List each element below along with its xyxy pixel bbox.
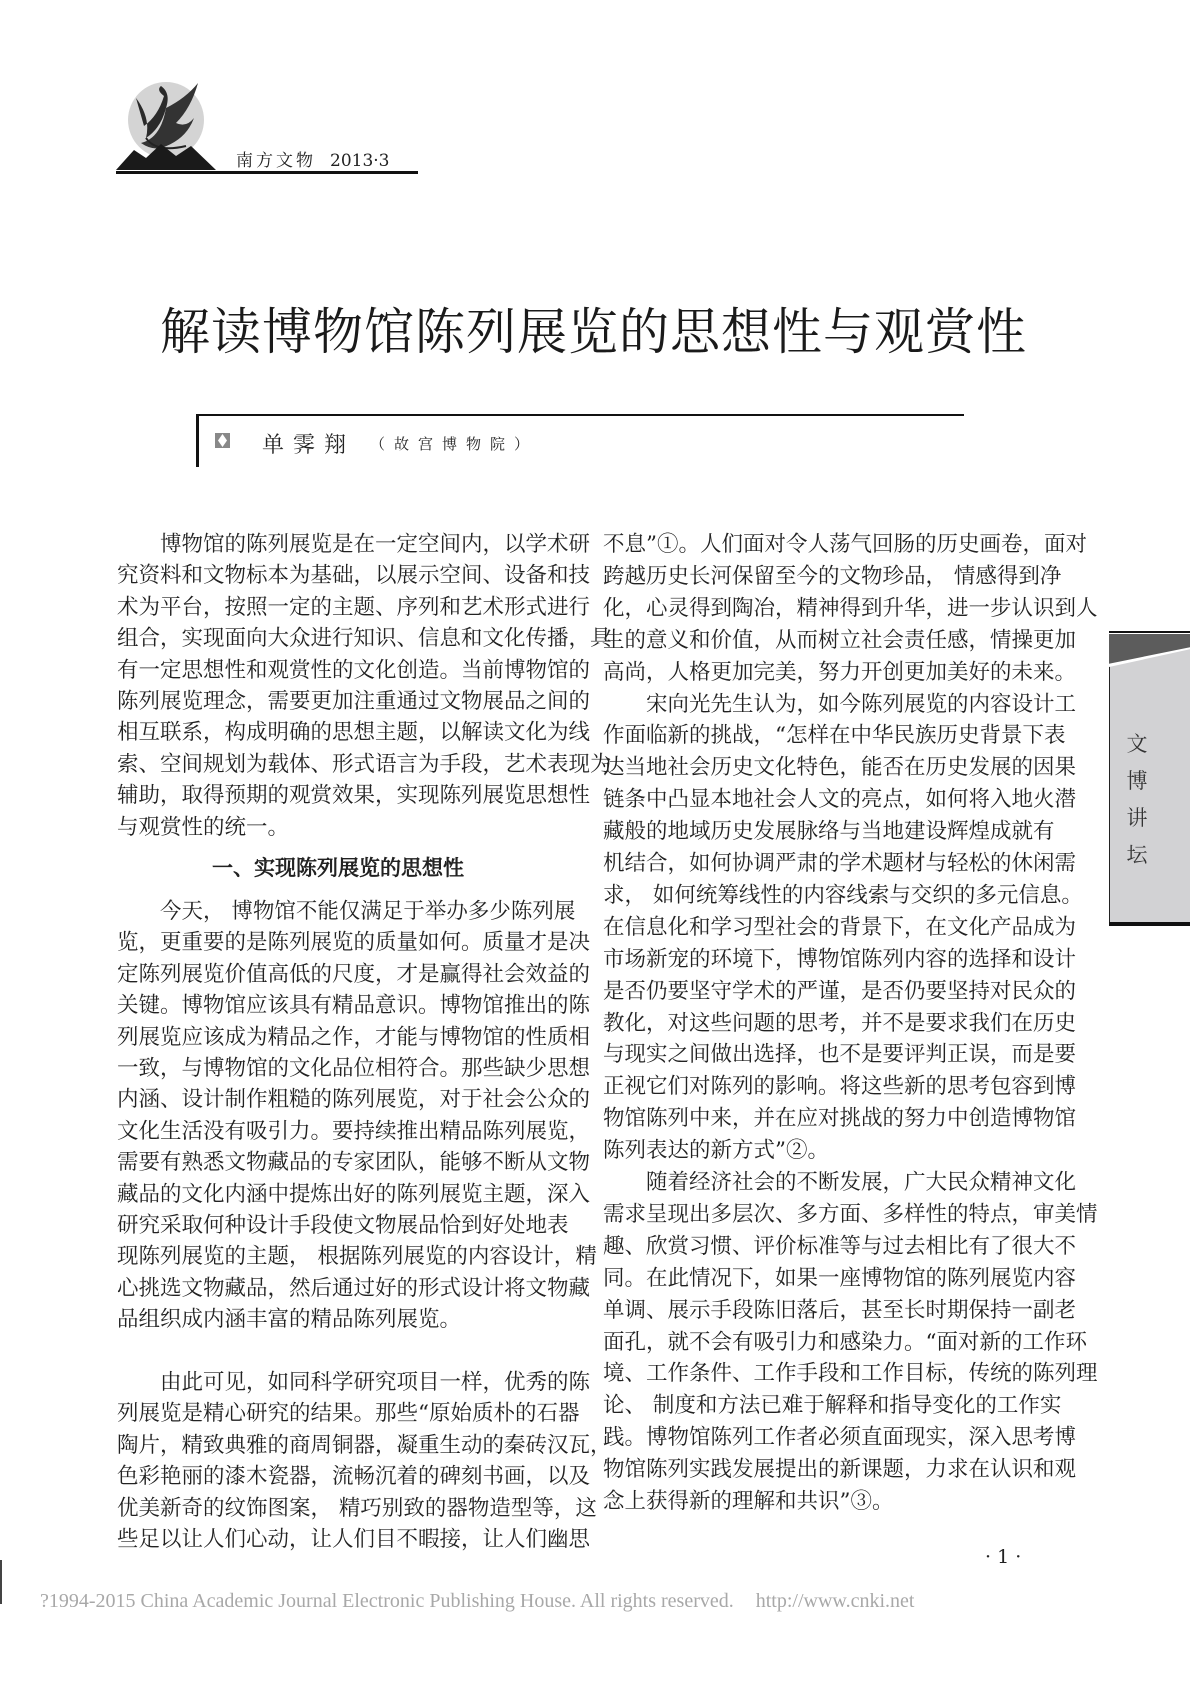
text-line: 生的意义和价值，从而树立社会责任感，情操更加 (603, 627, 1077, 653)
journal-name: 南方文物 (236, 151, 316, 171)
journal-issue: 2013·3 (330, 151, 390, 171)
text-line: 教化，对这些问题的思考，并不是要求我们在历史 (603, 1010, 1077, 1036)
text-line: 达当地社会历史文化特色，能否在历史发展的因果 (603, 755, 1077, 781)
text-line: 与现实之间做出选择，也不是要评判正误，而是要 (603, 1042, 1077, 1068)
margin-mark (0, 1560, 2, 1604)
text-line: 宋向光先生认为，如今陈列展览的内容设计工 (646, 691, 1077, 717)
text-line: 藏品的文化内涵中提炼出好的陈列展览主题，深入 (117, 1181, 591, 1207)
author-block-rule (196, 414, 964, 416)
text-line: 些足以让人们心动，让人们目不暇接，让人们幽思 (117, 1527, 591, 1552)
text-line: 作面临新的挑战，“怎样在中华民族历史背景下表 (603, 723, 1066, 749)
article-title: 解读博物馆陈列展览的思想性与观赏性 (160, 303, 1027, 361)
text-line: 索、空间规划为载体、形式语言为手段，艺术表现为 (117, 751, 612, 777)
text-line: 相互联系，构成明确的思想主题，以解读文化为线 (117, 720, 591, 746)
text-line: 文化生活没有吸引力。要持续推出精品陈列展览， (117, 1118, 591, 1144)
text-line: 博物馆的陈列展览是在一定空间内，以学术研 (160, 532, 591, 557)
text-line: 览，更重要的是陈列展览的质量如何。质量才是决 (117, 930, 591, 956)
header-rule (116, 171, 418, 174)
text-line: 藏般的地域历史发展脉络与当地建设辉煌成就有 (603, 819, 1055, 845)
text-line: 有一定思想性和观赏性的文化创造。当前博物馆的 (117, 657, 591, 683)
text-line: 内涵、设计制作粗糙的陈列展览，对于社会公众的 (117, 1087, 591, 1113)
text-line: 研究采取何种设计手段使文物展品恰到好处地表 (117, 1213, 569, 1238)
text-line: 一致，与博物馆的文化品位相符合。那些缺少思想 (117, 1056, 591, 1081)
text-line: 是否仍要坚守学术的严谨，是否仍要坚持对民众的 (603, 978, 1077, 1004)
text-line: 境、工作条件、工作手段和工作目标，传统的陈列理 (603, 1361, 1098, 1387)
text-line: 现陈列展览的主题， 根据陈列展览的内容设计，精 (117, 1244, 597, 1270)
text-line: 面孔，就不会有吸引力和感染力。“面对新的工作环 (603, 1329, 1087, 1355)
text-line: 组合，实现面向大众进行知识、信息和文化传播，具 (117, 626, 612, 652)
text-line: 链条中凸显本地社会人文的亮点，如何将入地火潜 (603, 787, 1077, 813)
text-line: 化，心灵得到陶冶，精神得到升华，进一步认识到人 (603, 595, 1098, 621)
text-line: 同。在此情况下，如果一座博物馆的陈列展览内容 (603, 1265, 1077, 1291)
text-line: 与观赏性的统一。 (117, 814, 290, 840)
text-line: 优美新奇的纹饰图案， 精巧别致的器物造型等，这 (117, 1495, 597, 1521)
text-line: 需要有熟悉文物藏品的专家团队，能够不断从文物 (117, 1150, 591, 1176)
side-tab-top-rule (1109, 631, 1190, 633)
author-name: 单霁翔 (262, 433, 356, 458)
journal-logo (116, 78, 216, 170)
text-line: 念上获得新的理解和共识”③。 (603, 1489, 894, 1514)
footer-url: http://www.cnki.net (755, 1590, 915, 1612)
text-line: 物馆陈列中来，并在应对挑战的努力中创造博物馆 (603, 1106, 1077, 1132)
journal-header (236, 146, 389, 171)
text-line: 陈列展览理念，需要更加注重通过文物展品之间的 (117, 689, 591, 714)
text-line: 心挑选文物藏品，然后通过好的形式设计将文物藏 (117, 1275, 591, 1301)
text-line: 践。博物馆陈列工作者必须直面现实，深入思考博 (603, 1425, 1077, 1451)
side-tab-char: 讲 (1126, 806, 1148, 830)
text-line: 市场新宠的环境下，博物馆陈列内容的选择和设计 (603, 946, 1077, 972)
copyright-footer (40, 1590, 914, 1613)
text-line: 列展览应该成为精品之作，才能与博物馆的性质相 (117, 1024, 591, 1050)
text-line: 由此可见，如同科学研究项目一样，优秀的陈 (160, 1370, 591, 1395)
author-block-bar (196, 414, 199, 467)
text-line: 色彩艳丽的漆木瓷器，流畅沉着的碑刻书画，以及 (117, 1464, 591, 1490)
copyright-text: ?1994-2015 China Academic Journal Electronic Publishing House. All rights reserved. (40, 1590, 734, 1612)
side-tab-char: 坛 (1126, 843, 1148, 867)
text-line: 陶片，精致典雅的商周铜器，凝重生动的秦砖汉瓦， (117, 1432, 612, 1458)
text-line: 正视它们对陈列的影响。将这些新的思考包容到博 (603, 1074, 1077, 1100)
text-line: 不息”①。人们面对令人荡气回肠的历史画卷，面对 (603, 532, 1087, 557)
page-number: · 1 · (985, 1546, 1022, 1568)
text-line: 物馆陈列实践发展提出的新课题，力求在认识和观 (603, 1457, 1077, 1483)
author-affiliation: （故宫博物院） (370, 435, 539, 453)
text-line: 定陈列展览价值高低的尺度，才是赢得社会效益的 (117, 961, 591, 987)
text-line: 关键。博物馆应该具有精品意识。博物馆推出的陈 (117, 993, 591, 1019)
text-line: 辅助，取得预期的观赏效果，实现陈列展览思想性 (117, 783, 591, 809)
side-tab-char: 博 (1126, 769, 1148, 793)
text-line: 机结合，如何协调严肃的学术题材与轻松的休闲需 (603, 851, 1077, 876)
side-tab (1109, 649, 1190, 923)
text-line: 单调、展示手段陈旧落后，甚至长时期保持一副老 (603, 1297, 1077, 1323)
text-line: 在信息化和学习型社会的背景下，在文化产品成为 (603, 914, 1077, 940)
text-line: 列展览是精心研究的结果。那些“原始质朴的石器 (117, 1401, 580, 1427)
diamond-icon (215, 433, 230, 448)
text-line: 随着经济社会的不断发展，广大民众精神文化 (646, 1170, 1077, 1195)
text-line: 陈列表达的新方式”②。 (603, 1138, 829, 1164)
side-tab-bottom-rule (1109, 922, 1190, 926)
text-line: 究资料和文物标本为基础，以展示空间、设备和技 (117, 563, 591, 589)
text-line: 高尚，人格更加完美，努力开创更加美好的未来。 (603, 659, 1077, 685)
section-heading: 一、实现陈列展览的思想性 (212, 856, 464, 880)
side-tab-char: 文 (1126, 732, 1148, 756)
text-line: 需求呈现出多层次、多方面、多样性的特点，审美情 (603, 1201, 1098, 1227)
text-line: 趣、欣赏习惯、评价标准等与过去相比有了很大不 (603, 1233, 1077, 1259)
text-line: 跨越历史长河保留至今的文物珍品， 情感得到净 (603, 563, 1062, 589)
text-line: 论、 制度和方法已难于解释和指导变化的工作实 (603, 1393, 1062, 1419)
text-line: 品组织成内涵丰富的精品陈列展览。 (117, 1307, 462, 1333)
text-line: 术为平台，按照一定的主题、序列和艺术形式进行 (117, 594, 591, 620)
text-line: 求， 如何统筹线性的内容线索与交织的多元信息。 (603, 882, 1083, 908)
text-line: 今天， 博物馆不能仅满足于举办多少陈列展 (160, 899, 576, 924)
